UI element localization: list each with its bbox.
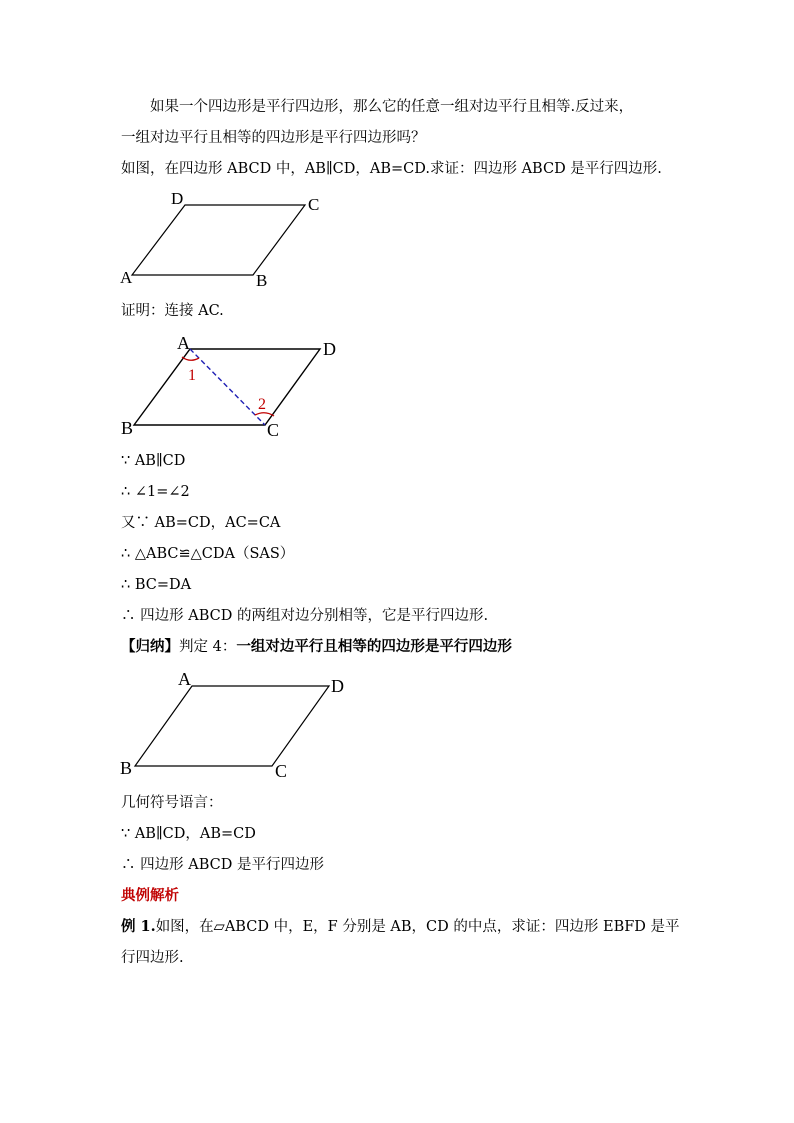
figure-3-label-D: D [331,676,344,696]
summary [121,637,512,657]
figure-2-label-D: D [323,339,336,359]
proof-step-4: ∴ △ABC≌△CDA（SAS） [121,546,295,562]
figure-1-label-D: D [171,189,184,208]
proof-step-5: ∴ BC=DA [121,577,192,593]
figure-3-shape [135,686,329,766]
intro-line-2: 一组对边平行且相等的四边形是平行四边形吗？ [121,130,426,146]
figure-3-label-A: A [178,669,191,689]
summary-statement: 一组对边平行且相等的四边形是平行四边形 [236,638,512,655]
proof-step-6: ∴ 四边形 ABCD 的两组对边分别相等，它是平行四边形. [121,608,489,624]
example-heading: 典例解析 [121,887,179,904]
symbolic-given: ∵ AB∥CD，AB=CD [121,826,256,842]
figure-1-label-A: A [120,268,133,287]
summary-prefix: 判定 4： [179,639,237,655]
figure-1-label-C: C [308,195,320,214]
figure-2-label-B: B [121,418,134,438]
figure-3-parallelogram [110,665,360,785]
figure-1-shape [132,205,305,275]
intro-line-3: 如图，在四边形 ABCD 中，AB∥CD，AB=CD.求证：四边形 ABCD 是平行四边形. [121,161,662,177]
symbolic-title: 几何符号语言： [121,795,223,811]
figure-3-label-C: C [275,761,288,781]
example-1-line-1 [121,917,680,937]
figure-1-label-B: B [256,271,268,290]
proof-start: 证明：连接 AC. [121,303,224,319]
proof-step-3: 又∵ AB=CD，AC=CA [121,515,281,531]
symbolic-conclusion: ∴ 四边形 ABCD 是平行四边形 [121,857,324,873]
figure-2-label-C: C [267,420,280,440]
example-1-text: 如图，在▱ABCD 中，E，F 分别是 AB，CD 的中点，求证：四边形 EBFD 是平 [155,919,680,935]
figure-2-angle-2-label: 2 [258,396,266,413]
figure-2-shape [134,349,320,425]
figure-2-parallelogram [110,330,350,445]
example-1-line-2: 行四边形. [121,950,184,966]
figure-2-angle-1-label: 1 [188,367,196,384]
intro-line-1: 如果一个四边形是平行四边形，那么它的任意一组对边平行且相等.反过来， [150,99,634,115]
proof-step-2: ∴ ∠1=∠2 [121,484,190,500]
example-1-label: 例 1. [121,918,156,935]
figure-2-diagonal-AC [190,349,265,425]
proof-step-1: ∵ AB∥CD [121,453,186,469]
figure-1-parallelogram [110,185,340,295]
summary-tag: 【归纳】 [121,638,179,655]
figure-2-label-A: A [177,333,190,353]
figure-3-label-B: B [120,758,133,778]
